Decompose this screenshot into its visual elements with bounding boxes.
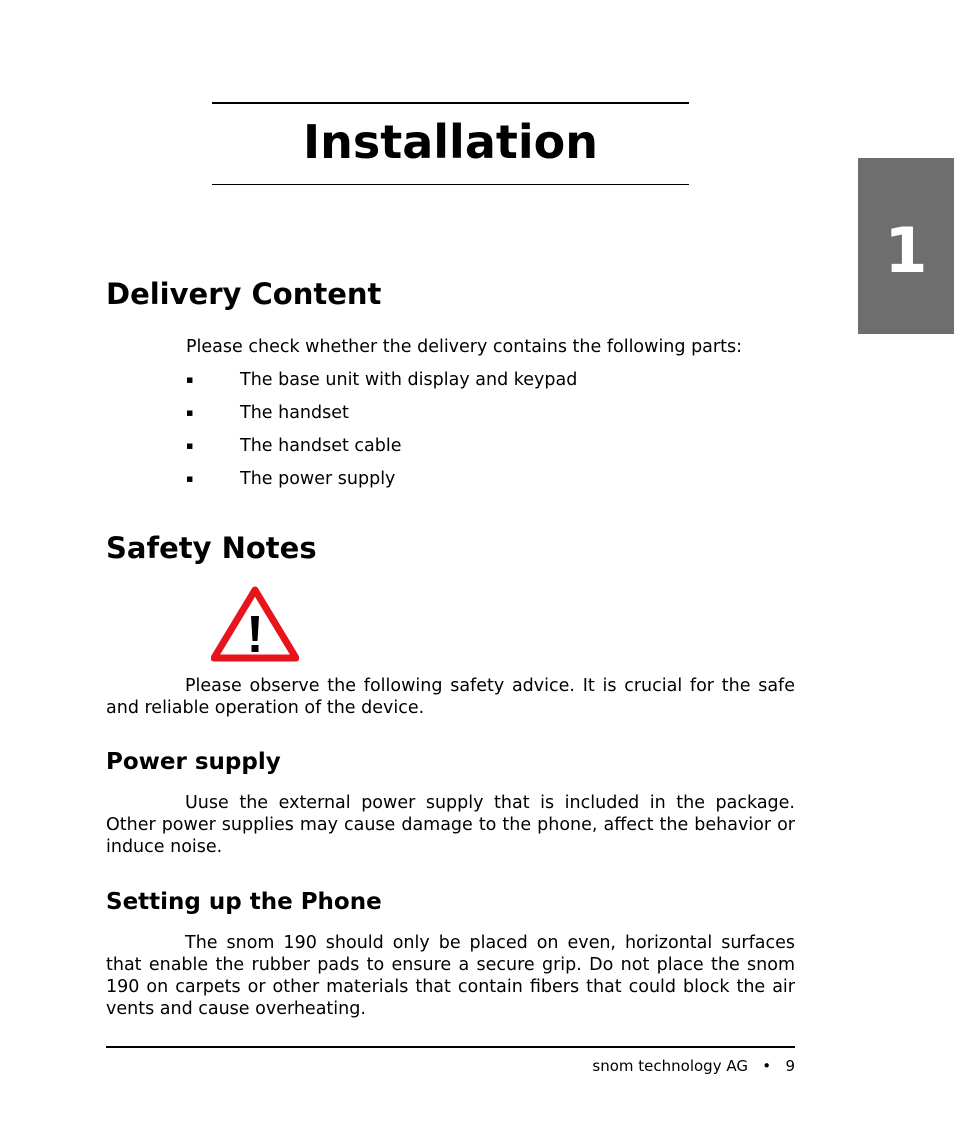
footer-separator: • (762, 1057, 772, 1075)
chapter-tab (858, 158, 954, 334)
list-item-text: The handset (240, 403, 349, 423)
safety-heading: Safety Notes (106, 531, 317, 565)
bullet-icon: ▪ (186, 472, 194, 485)
list-item-text: The power supply (240, 469, 396, 489)
power-text: Uuse the external power supply that is included in the package. Other power supplies may cause damage to the phone, affect the behavior or induce noise. (106, 793, 795, 857)
bullet-icon: ▪ (186, 406, 194, 419)
delivery-intro: Please check whether the delivery contains the following parts: (186, 337, 742, 357)
bullet-icon: ▪ (186, 373, 194, 386)
delivery-heading: Delivery Content (106, 277, 382, 311)
title-rule-top (212, 102, 689, 104)
footer-rule (106, 1046, 795, 1048)
title-rule-bottom (212, 184, 689, 185)
chapter-title: Installation (303, 115, 598, 169)
power-heading: Power supply (106, 749, 281, 775)
warning-triangle-icon (211, 586, 299, 662)
setup-heading: Setting up the Phone (106, 889, 382, 915)
list-item-text: The handset cable (240, 436, 402, 456)
bullet-icon: ▪ (186, 439, 194, 452)
footer-company: snom technology AG (592, 1057, 748, 1075)
list-item-text: The base unit with display and keypad (240, 370, 578, 390)
page-number: 9 (785, 1057, 795, 1075)
chapter-number: 1 (884, 214, 928, 287)
safety-intro: Please observe the following safety advice. It is crucial for the safe and reliable operation of the device. (106, 676, 795, 718)
page-footer (500, 1056, 795, 1076)
setup-text: The snom 190 should only be placed on even, horizontal surfaces that enable the rubber pads to ensure a secure grip. Do not place the snom 190 on carpets or other materials that contain fibers that could block the air vents and cause overheating. (106, 933, 795, 1019)
